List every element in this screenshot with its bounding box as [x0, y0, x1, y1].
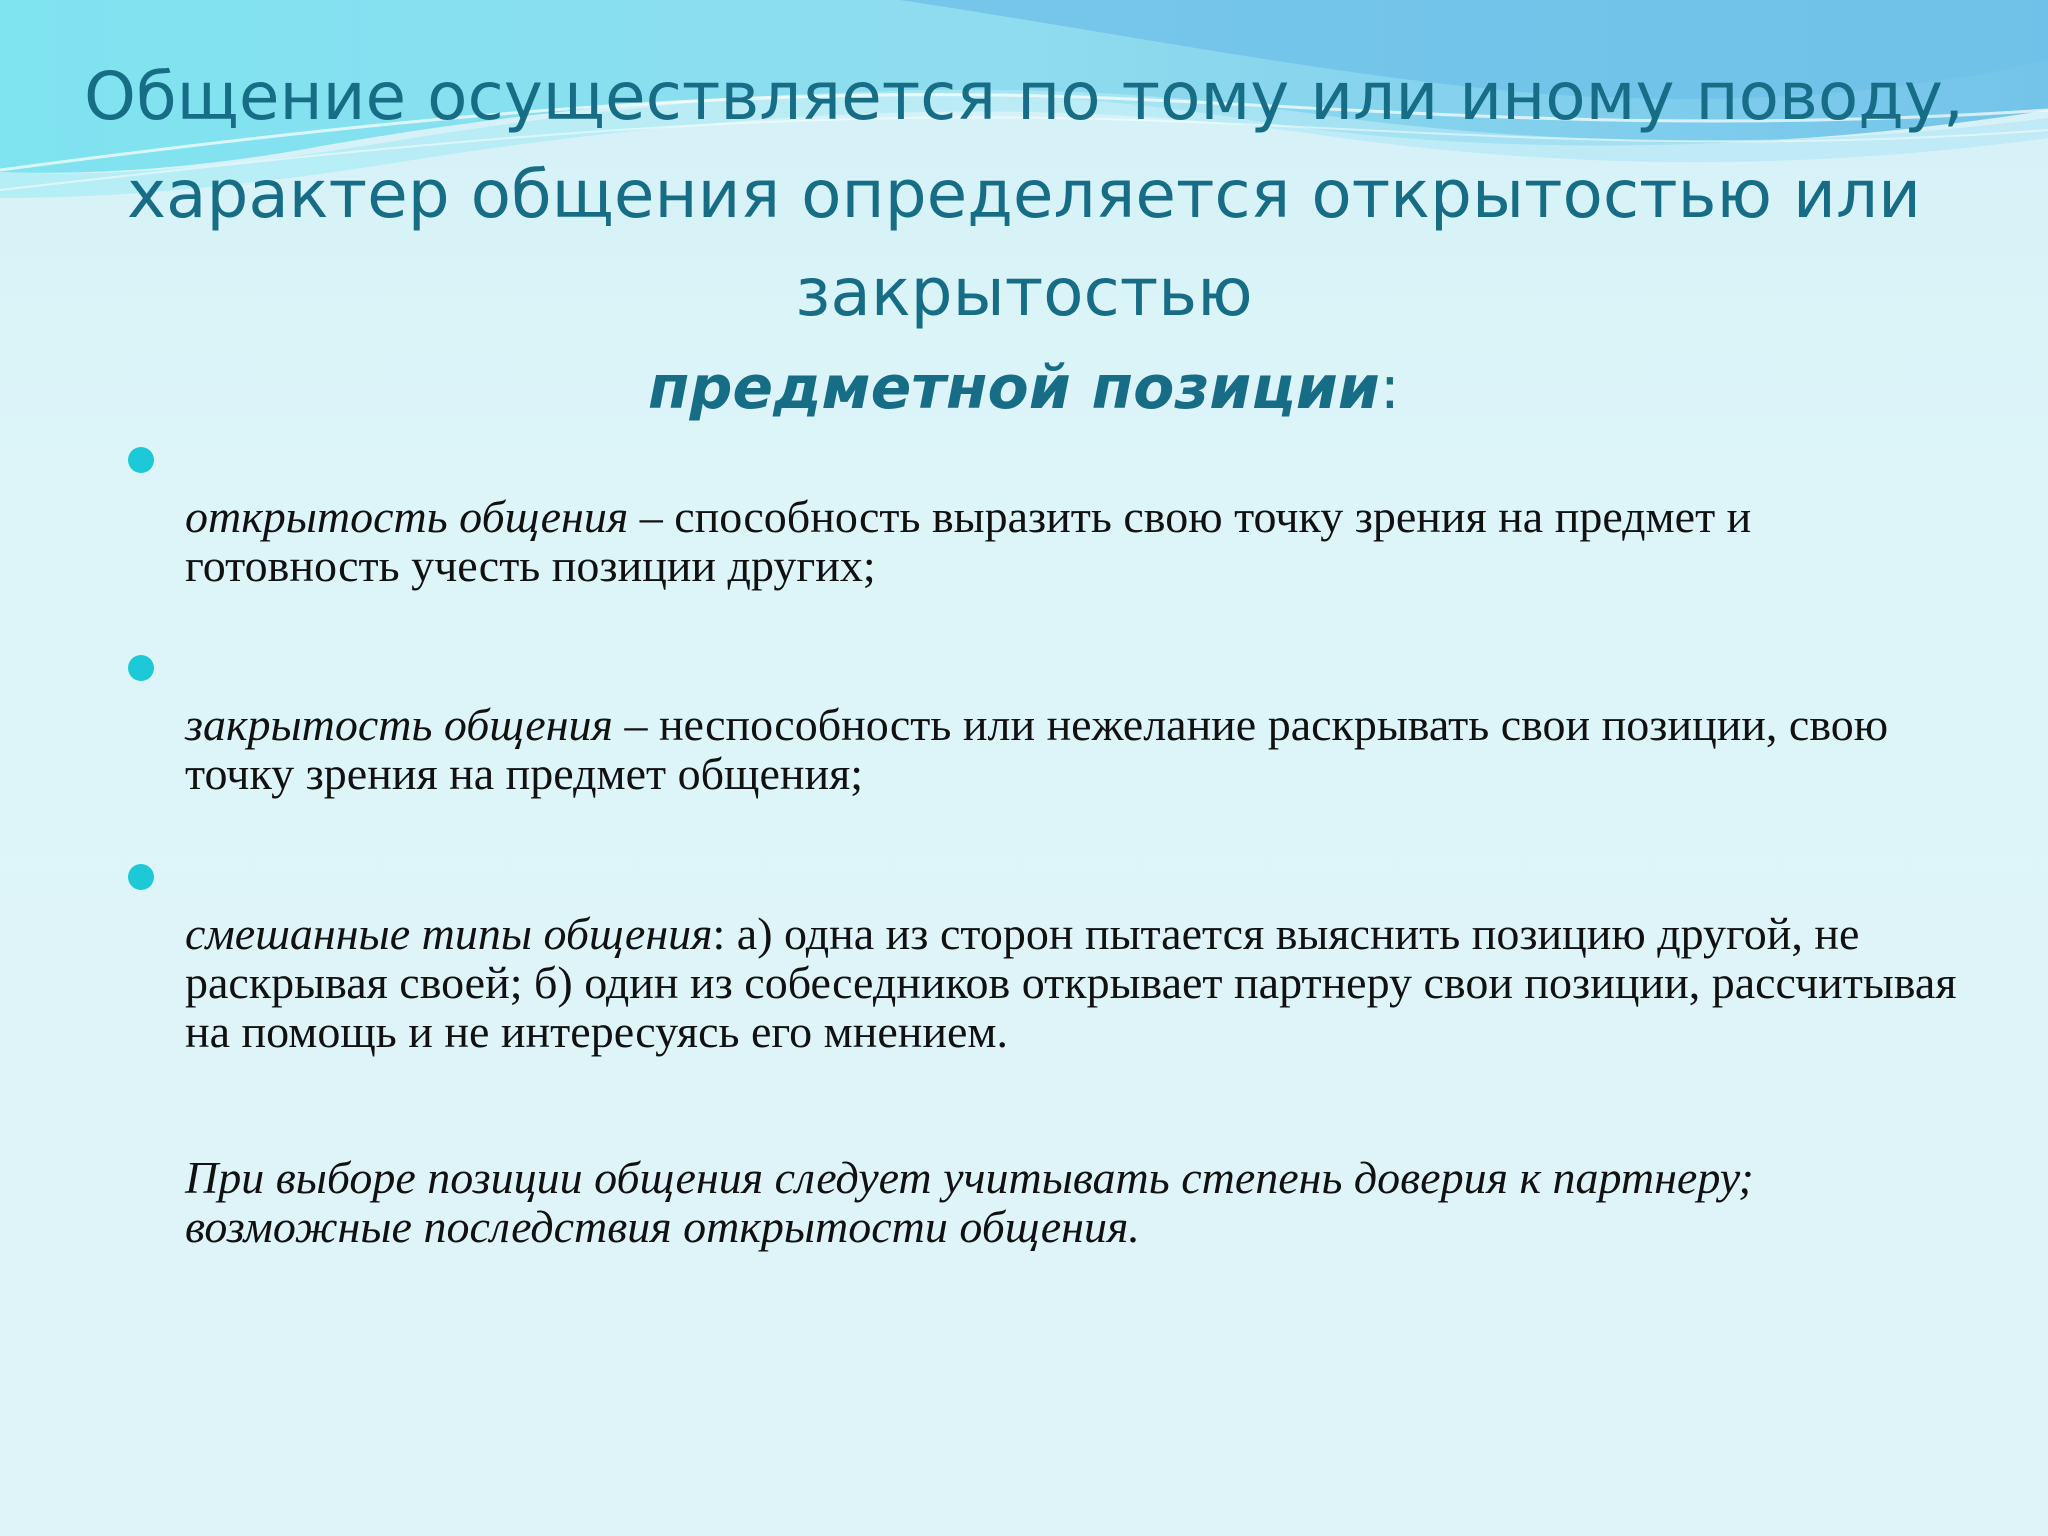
- bullet-term: смешанные типы общения: [185, 908, 713, 959]
- bullet-term: закрытость общения: [185, 699, 613, 750]
- list-item: [185, 492, 1965, 590]
- bullet-text: – неспособность или нежелание раскрывать свои позиции, свою точку зрения на предмет общения;: [185, 699, 1889, 799]
- title-emphasis: предметной позиции: [647, 353, 1380, 423]
- conclusion-note: При выборе позиции общения следует учитывать степень доверия к партнеру; возможные последствия открытости общения.: [185, 1152, 1754, 1252]
- title-line-2: характер общения определяется открытостью или: [126, 156, 1922, 233]
- list-item: [185, 700, 1965, 798]
- bullet-dot-icon: [128, 655, 154, 681]
- list-item: [185, 909, 1965, 1056]
- bullet-dot-icon: [128, 864, 154, 890]
- title-line-1: Общение осуществляется по тому или иному поводу,: [84, 58, 1964, 135]
- bullet-term: открытость общения: [185, 491, 629, 542]
- bullet-text: : а) одна из сторон пытается выяснить позицию другой, не раскрывая своей; б) один из собеседников открывает партнеру свои позиции, рассчитывая на помощь и не интересуясь его мнением.: [185, 908, 1957, 1057]
- title-colon: :: [1379, 353, 1401, 423]
- title-line-3: закрытостью: [795, 254, 1253, 331]
- bullet-text: – способность выразить свою точку зрения на предмет и готовность учесть позиции других;: [185, 491, 1752, 591]
- bullet-dot-icon: [128, 447, 154, 473]
